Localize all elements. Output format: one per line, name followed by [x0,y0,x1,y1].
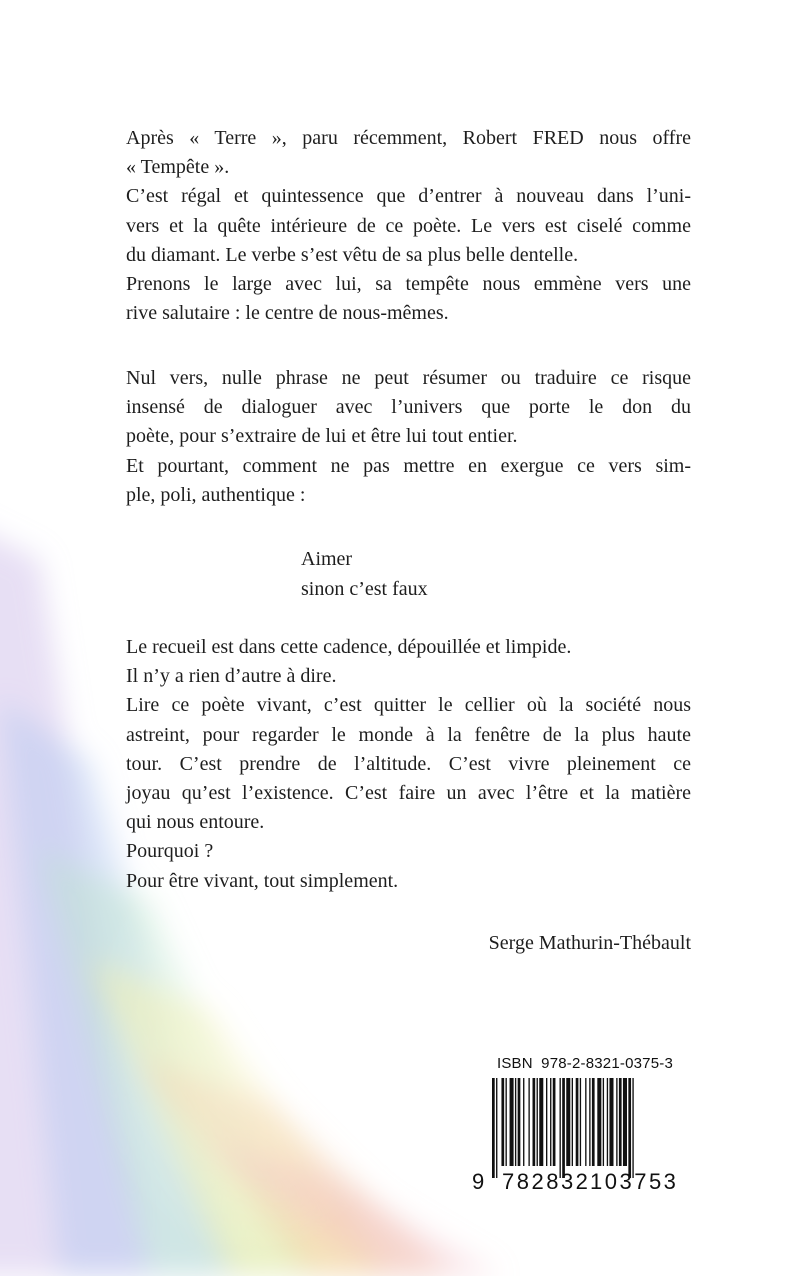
text-line: Prenons le large avec lui, sa tempête nous emmène vers une [126,273,691,296]
text-line: Pourquoi ? [126,840,214,863]
quoted-verse [301,544,428,604]
text-line: ple, poli, authentique : [126,483,306,506]
barcode-bar [572,1078,573,1166]
paragraph-3 [126,633,691,896]
verse-line-2: sinon c’est faux [301,578,428,600]
barcode-bar [609,1078,613,1166]
paragraph-2 [126,364,691,510]
barcode-bar [537,1078,538,1166]
barcode-bar [616,1078,617,1166]
text-line: qui nous entoure. [126,811,265,834]
barcode-bar [597,1078,601,1166]
barcode-digits-left: 782832 [502,1169,591,1194]
barcode-bar [623,1078,627,1166]
barcode-bar [585,1078,586,1166]
text-line: poète, pour s’extraire de lui et être lui tout entier. [126,425,518,448]
barcode-bar [589,1078,590,1166]
text-line: Pour être vivant, tout simplement. [126,869,399,892]
text-line: « Tempête ». [126,156,230,179]
barcode-digit-lead: 9 [472,1169,487,1194]
barcode-bars [492,1078,682,1178]
text-line: Le recueil est dans cette cadence, dépouillée et limpide. [126,636,572,658]
text-line: Nul vers, nulle phrase ne peut résumer ou traduire ce risque [126,367,691,389]
barcode-bar [510,1078,514,1166]
barcode-bar [560,1078,561,1178]
text-line: Il n’y a rien d’autre à dire. [126,665,337,688]
barcode-bar [496,1078,497,1178]
barcode-bar [562,1078,565,1178]
barcode-bar [553,1078,556,1166]
barcode-bar [492,1078,495,1178]
text-line: Lire ce poète vivant, c’est quitter le cellier où la société nous [126,694,691,717]
verse-line-1: Aimer [301,548,353,570]
text-line: insensé de dialoguer avec l’univers que porte le don du [126,396,691,419]
barcode-bar [632,1078,633,1178]
text-line: C’est régal et quintessence que d’entrer à nouveau dans l’uni- [126,185,691,208]
text-line: rive salutaire : le centre de nous-mêmes. [126,302,449,325]
barcode-bar [528,1078,529,1166]
barcode-bar [576,1078,579,1166]
text-line: Et pourtant, comment ne pas mettre en exergue ce vers sim- [126,454,691,477]
barcode-bar [607,1078,608,1166]
barcode-bar [518,1078,521,1166]
barcode-bar [539,1078,543,1166]
text-line: Après « Terre », paru récemment, Robert FRED nous offre [126,127,691,149]
barcode-bar [501,1078,504,1166]
barcode-bar [515,1078,516,1166]
isbn-label: ISBN 978-2-8321-0375-3 [496,1055,673,1072]
barcode-bar [506,1078,507,1166]
barcode-bar [592,1078,595,1166]
text-line: joyau qu’est l’existence. C’est faire un avec l’être et la matière [126,782,691,805]
barcode-bar [566,1078,570,1166]
barcode-bar [550,1078,551,1166]
barcode-bar [523,1078,524,1166]
barcode-bar [580,1078,581,1166]
text-line: tour. C’est prendre de l’altitude. C’est vivre pleinement ce [126,752,691,775]
barcode-bar [619,1078,622,1166]
barcode-bar [546,1078,547,1166]
barcode-bar [533,1078,536,1166]
barcode-digits-right: 103753 [590,1169,679,1194]
isbn-barcode [472,1051,698,1194]
text-line: vers et la quête intérieure de ce poète. Le vers est ciselé comme [126,214,691,237]
text-line: astreint, pour regarder le monde à la fenêtre de la plus haute [126,723,691,746]
barcode-bar [628,1078,631,1178]
author-signature: Serge Mathurin-Thébault [488,932,691,954]
barcode-bar [603,1078,604,1166]
paragraph-1 [126,124,691,328]
text-line: du diamant. Le verbe s’est vêtu de sa plus belle dentelle. [126,243,579,266]
